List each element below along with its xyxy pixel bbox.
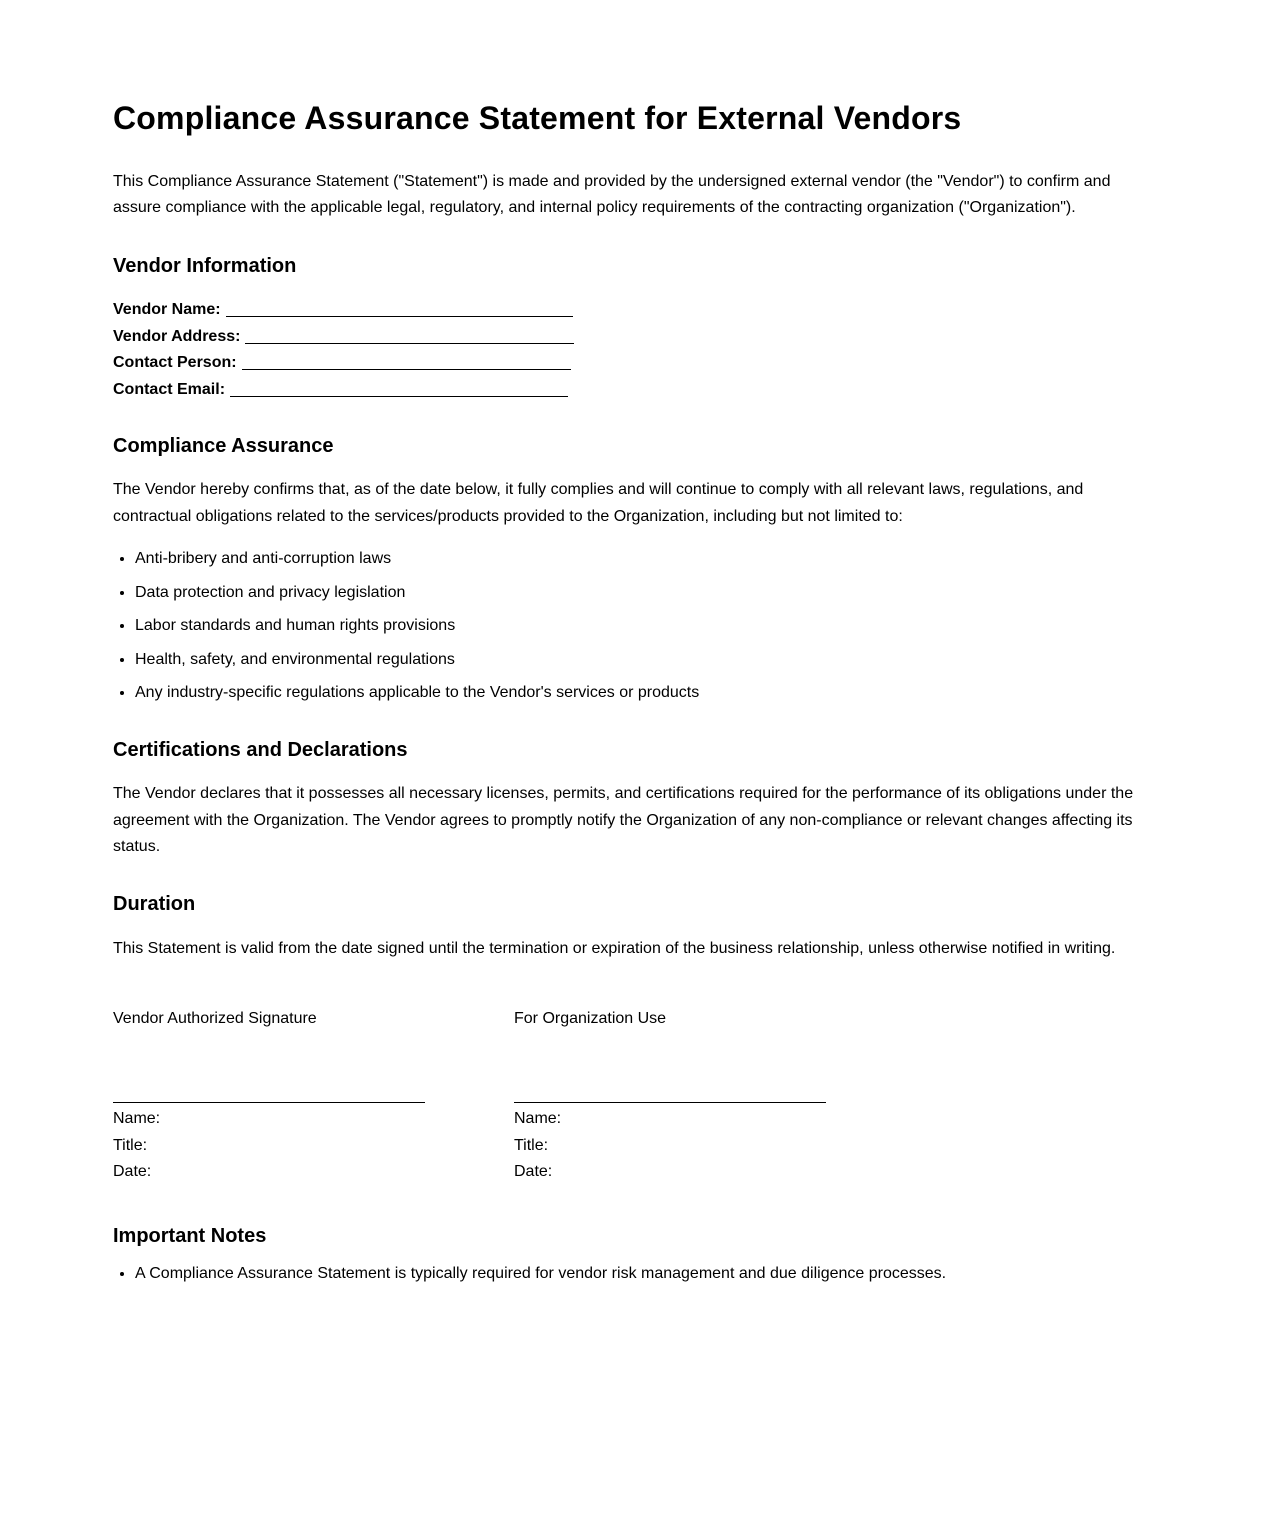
duration-paragraph: This Statement is valid from the date signed until the termination or expiration of the business relationship, unless otherwise notified in writing. — [113, 940, 1116, 957]
certifications-heading: Certifications and Declarations — [113, 739, 408, 761]
vendor-signature-name-label: Name: — [113, 1110, 161, 1127]
list-item: • Data protection and privacy legislation — [135, 583, 699, 603]
important-notes-list — [113, 1264, 946, 1298]
vendor-signature-block — [113, 1006, 433, 1196]
vendor-signature-date-label: Date: — [113, 1163, 152, 1180]
vendor-name-blank-line[interactable] — [226, 315, 573, 317]
compliance-list — [113, 549, 699, 717]
vendor-signature-header: Vendor Authorized Signature — [113, 1010, 317, 1027]
vendor-name-field — [113, 297, 574, 324]
compliance-paragraph: The Vendor hereby confirms that, as of the date below, it fully complies and will continue to comply with all relevant laws, regulations, and contractual obligations related to the services/products provided to the Organization, including but not limited to: — [113, 481, 1084, 525]
contact-email-field — [113, 377, 574, 404]
organization-signature-date-label: Date: — [514, 1163, 553, 1180]
contact-email-label: Contact Email: — [113, 380, 226, 398]
organization-signature-block — [514, 1006, 834, 1196]
list-item: • Health, safety, and environmental regulations — [135, 650, 699, 670]
intro-paragraph: This Compliance Assurance Statement ("Statement") is made and provided by the undersigned external vendor (the "Vendor") to confirm and assure compliance with the applicable legal, regulatory, and internal policy requirements of the contracting organization ("Organization"). — [113, 173, 1111, 216]
list-item: • Any industry-specific regulations applicable to the Vendor's services or products — [135, 683, 699, 703]
list-item: • A Compliance Assurance Statement is typically required for vendor risk management and due diligence processes. — [135, 1264, 946, 1284]
organization-signature-fields — [514, 1106, 561, 1186]
contact-person-field — [113, 350, 574, 377]
list-item: • Anti-bribery and anti-corruption laws — [135, 549, 699, 569]
certifications-paragraph: The Vendor declares that it possesses all necessary licenses, permits, and certifications required for the performance of its obligations under the agreement with the Organization. The Vendor agrees to promptly notify the Organization of any non-compliance or relevant changes affecting its status. — [113, 785, 1134, 855]
vendor-signature-fields — [113, 1106, 160, 1186]
vendor-name-label: Vendor Name: — [113, 301, 221, 318]
vendor-signature-line[interactable] — [113, 1102, 425, 1103]
organization-signature-name-label: Name: — [514, 1110, 562, 1127]
vendor-signature-title-label: Title: — [113, 1136, 148, 1154]
document-title: Compliance Assurance Statement for External Vendors — [113, 100, 962, 136]
vendor-address-blank-line[interactable] — [245, 342, 574, 344]
organization-signature-title-label: Title: — [514, 1136, 549, 1154]
important-notes-heading: Important Notes — [113, 1225, 267, 1247]
vendor-address-label: Vendor Address: — [113, 327, 241, 345]
duration-heading: Duration — [113, 893, 196, 915]
vendor-information-fields — [113, 297, 574, 403]
list-item: • Labor standards and human rights provisions — [135, 616, 699, 636]
contact-person-label: Contact Person: — [113, 354, 237, 371]
compliance-assurance-heading: Compliance Assurance — [113, 435, 334, 457]
organization-signature-header: For Organization Use — [514, 1010, 667, 1027]
contact-email-blank-line[interactable] — [230, 395, 568, 397]
organization-signature-line[interactable] — [514, 1102, 826, 1103]
contact-person-blank-line[interactable] — [242, 368, 571, 370]
vendor-address-field — [113, 324, 574, 351]
vendor-information-heading: Vendor Information — [113, 255, 297, 277]
